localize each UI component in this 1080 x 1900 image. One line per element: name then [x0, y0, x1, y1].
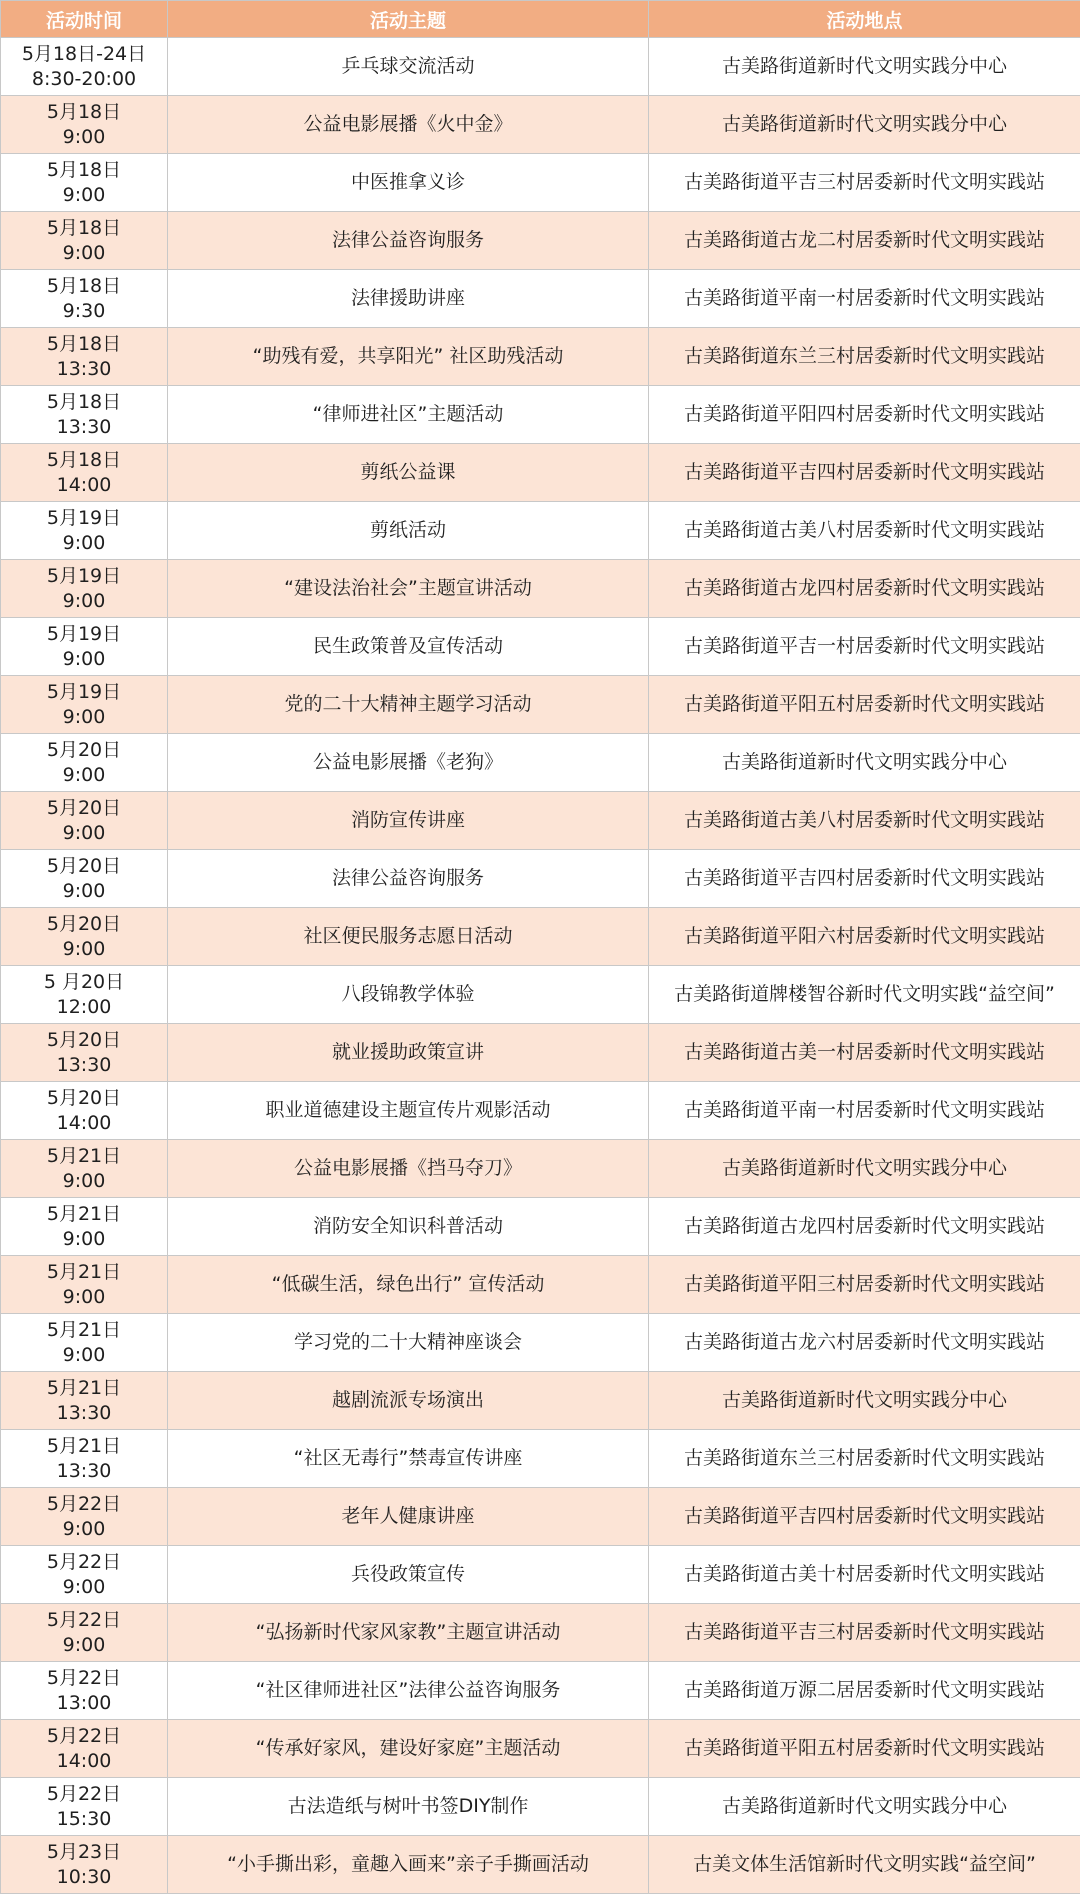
cell-location: 古美路街道平阳五村居委新时代文明实践站 [649, 676, 1080, 734]
activity-date: 5月18日 [46, 332, 122, 355]
table-row [1, 270, 1080, 328]
table-row [1, 1720, 1080, 1778]
cell-location: 古美路街道古龙二村居委新时代文明实践站 [649, 212, 1080, 270]
cell-topic: 乒乓球交流活动 [168, 38, 649, 96]
cell-location: 古美路街道东兰三村居委新时代文明实践站 [649, 328, 1080, 386]
cell-topic: 八段锦教学体验 [168, 966, 649, 1024]
activity-time: 9:00 [62, 1343, 106, 1366]
cell-location: 古美路街道平吉四村居委新时代文明实践站 [649, 1488, 1080, 1546]
cell-topic: 消防宣传讲座 [168, 792, 649, 850]
activity-time: 9:00 [62, 647, 106, 670]
table-row [1, 676, 1080, 734]
cell-topic: 公益电影展播《挡马夺刀》 [168, 1140, 649, 1198]
activity-time: 9:30 [62, 299, 106, 322]
cell-time [1, 1778, 168, 1836]
cell-location: 古美路街道新时代文明实践分中心 [649, 38, 1080, 96]
header-topic: 活动主题 [168, 1, 649, 38]
activity-date: 5月18日 [46, 100, 122, 123]
activity-time: 9:00 [62, 879, 106, 902]
cell-topic: 兵役政策宣传 [168, 1546, 649, 1604]
cell-time [1, 1372, 168, 1430]
cell-location: 古美路街道古龙四村居委新时代文明实践站 [649, 560, 1080, 618]
activity-date: 5月20日 [46, 1086, 122, 1109]
cell-topic: 法律公益咨询服务 [168, 212, 649, 270]
cell-location: 古美路街道平南一村居委新时代文明实践站 [649, 1082, 1080, 1140]
activity-date: 5月22日 [46, 1782, 122, 1805]
activity-date: 5月19日 [46, 564, 122, 587]
table-row [1, 1488, 1080, 1546]
activity-time: 13:30 [56, 357, 112, 380]
activity-date: 5月21日 [46, 1376, 122, 1399]
table-row [1, 734, 1080, 792]
cell-location: 古美路街道平阳四村居委新时代文明实践站 [649, 386, 1080, 444]
activity-date: 5月21日 [46, 1260, 122, 1283]
table-row [1, 328, 1080, 386]
cell-location: 古美路街道古龙四村居委新时代文明实践站 [649, 1198, 1080, 1256]
cell-topic: 党的二十大精神主题学习活动 [168, 676, 649, 734]
cell-location: 古美路街道新时代文明实践分中心 [649, 1778, 1080, 1836]
activity-time: 9:00 [62, 589, 106, 612]
activity-date: 5月18日-24日 [21, 42, 147, 65]
activity-date: 5月19日 [46, 680, 122, 703]
cell-location: 古美路街道平阳五村居委新时代文明实践站 [649, 1720, 1080, 1778]
cell-time [1, 270, 168, 328]
activity-date: 5月18日 [46, 390, 122, 413]
cell-location: 古美路街道古美八村居委新时代文明实践站 [649, 502, 1080, 560]
activity-date: 5月23日 [46, 1840, 122, 1863]
cell-location: 古美路街道平吉四村居委新时代文明实践站 [649, 850, 1080, 908]
cell-topic: 老年人健康讲座 [168, 1488, 649, 1546]
activity-date: 5月20日 [46, 854, 122, 877]
activity-date: 5月18日 [46, 448, 122, 471]
cell-topic: “助残有爱，共享阳光” 社区助残活动 [168, 328, 649, 386]
activity-date: 5月21日 [46, 1318, 122, 1341]
cell-topic: 中医推拿义诊 [168, 154, 649, 212]
table-row [1, 1198, 1080, 1256]
activity-time: 9:00 [62, 125, 106, 148]
cell-topic: “建设法治社会”主题宣讲活动 [168, 560, 649, 618]
activity-time: 10:30 [56, 1865, 112, 1888]
cell-topic: 法律援助讲座 [168, 270, 649, 328]
activity-time: 15:30 [56, 1807, 112, 1830]
cell-topic: 越剧流派专场演出 [168, 1372, 649, 1430]
activity-date: 5 月20日 [43, 970, 125, 993]
cell-time [1, 1720, 168, 1778]
activity-time: 9:00 [62, 821, 106, 844]
cell-topic: “社区无毒行”禁毒宣传讲座 [168, 1430, 649, 1488]
cell-location: 古美路街道平吉四村居委新时代文明实践站 [649, 444, 1080, 502]
cell-location: 古美路街道新时代文明实践分中心 [649, 734, 1080, 792]
cell-time [1, 1256, 168, 1314]
table-row [1, 908, 1080, 966]
table-row [1, 212, 1080, 270]
activity-date: 5月21日 [46, 1202, 122, 1225]
cell-topic: 社区便民服务志愿日活动 [168, 908, 649, 966]
cell-location: 古美文体生活馆新时代文明实践“益空间” [649, 1836, 1080, 1894]
table-row [1, 966, 1080, 1024]
cell-location: 古美路街道平南一村居委新时代文明实践站 [649, 270, 1080, 328]
activity-date: 5月20日 [46, 1028, 122, 1051]
activity-date: 5月18日 [46, 216, 122, 239]
cell-topic: “小手撕出彩，童趣入画来”亲子手撕画活动 [168, 1836, 649, 1894]
cell-time [1, 1140, 168, 1198]
activity-date: 5月20日 [46, 796, 122, 819]
cell-time [1, 38, 168, 96]
activity-time: 9:00 [62, 183, 106, 206]
table-row [1, 1836, 1080, 1894]
cell-time [1, 1314, 168, 1372]
activity-time: 9:00 [62, 531, 106, 554]
cell-location: 古美路街道古龙六村居委新时代文明实践站 [649, 1314, 1080, 1372]
cell-time [1, 1604, 168, 1662]
cell-time [1, 1024, 168, 1082]
table-row [1, 96, 1080, 154]
cell-time [1, 1430, 168, 1488]
activity-date: 5月22日 [46, 1550, 122, 1573]
activity-time: 12:00 [56, 995, 112, 1018]
activity-time: 13:30 [56, 1401, 112, 1424]
table-row [1, 1256, 1080, 1314]
cell-topic: “律师进社区”主题活动 [168, 386, 649, 444]
table-row [1, 560, 1080, 618]
header-location: 活动地点 [649, 1, 1080, 38]
cell-location: 古美路街道新时代文明实践分中心 [649, 1372, 1080, 1430]
cell-location: 古美路街道万源二居居委新时代文明实践站 [649, 1662, 1080, 1720]
table-row [1, 618, 1080, 676]
activity-time: 9:00 [62, 1517, 106, 1540]
cell-location: 古美路街道平阳六村居委新时代文明实践站 [649, 908, 1080, 966]
table-row [1, 444, 1080, 502]
activity-time: 9:00 [62, 1285, 106, 1308]
activity-time: 14:00 [56, 1749, 112, 1772]
cell-topic: “传承好家风，建设好家庭”主题活动 [168, 1720, 649, 1778]
activity-time: 9:00 [62, 1169, 106, 1192]
cell-location: 古美路街道新时代文明实践分中心 [649, 96, 1080, 154]
activity-time: 14:00 [56, 1111, 112, 1134]
cell-time [1, 676, 168, 734]
activity-date: 5月21日 [46, 1434, 122, 1457]
cell-time [1, 908, 168, 966]
activity-time: 9:00 [62, 937, 106, 960]
cell-topic: 职业道德建设主题宣传片观影活动 [168, 1082, 649, 1140]
cell-time [1, 850, 168, 908]
cell-topic: 就业援助政策宣讲 [168, 1024, 649, 1082]
cell-time [1, 386, 168, 444]
cell-location: 古美路街道古美八村居委新时代文明实践站 [649, 792, 1080, 850]
cell-time [1, 96, 168, 154]
cell-time [1, 328, 168, 386]
activity-date: 5月18日 [46, 158, 122, 181]
cell-time [1, 560, 168, 618]
cell-time [1, 966, 168, 1024]
cell-time [1, 792, 168, 850]
table-row [1, 1140, 1080, 1198]
activity-date: 5月22日 [46, 1666, 122, 1689]
activity-time: 8:30-20:00 [31, 67, 137, 90]
table-row [1, 1546, 1080, 1604]
table-row [1, 1430, 1080, 1488]
table-row [1, 1662, 1080, 1720]
activity-date: 5月18日 [46, 274, 122, 297]
activity-time: 13:30 [56, 1459, 112, 1482]
table-row [1, 1372, 1080, 1430]
cell-location: 古美路街道平吉三村居委新时代文明实践站 [649, 1604, 1080, 1662]
cell-topic: 民生政策普及宣传活动 [168, 618, 649, 676]
activity-time: 9:00 [62, 1575, 106, 1598]
activity-time: 14:00 [56, 473, 112, 496]
activity-date: 5月20日 [46, 912, 122, 935]
cell-location: 古美路街道新时代文明实践分中心 [649, 1140, 1080, 1198]
activity-date: 5月22日 [46, 1492, 122, 1515]
table-row [1, 1778, 1080, 1836]
cell-time [1, 1836, 168, 1894]
cell-location: 古美路街道平吉三村居委新时代文明实践站 [649, 154, 1080, 212]
activity-date: 5月22日 [46, 1608, 122, 1631]
cell-location: 古美路街道古美十村居委新时代文明实践站 [649, 1546, 1080, 1604]
cell-time [1, 1082, 168, 1140]
activity-date: 5月20日 [46, 738, 122, 761]
activity-time: 9:00 [62, 241, 106, 264]
cell-topic: 剪纸公益课 [168, 444, 649, 502]
table-row [1, 1604, 1080, 1662]
activity-time: 13:00 [56, 1691, 112, 1714]
header-time: 活动时间 [1, 1, 168, 38]
cell-topic: 学习党的二十大精神座谈会 [168, 1314, 649, 1372]
cell-topic: 公益电影展播《老狗》 [168, 734, 649, 792]
cell-topic: 剪纸活动 [168, 502, 649, 560]
table-row [1, 792, 1080, 850]
table-row [1, 1314, 1080, 1372]
table-row [1, 1024, 1080, 1082]
cell-topic: 消防安全知识科普活动 [168, 1198, 649, 1256]
cell-location: 古美路街道平阳三村居委新时代文明实践站 [649, 1256, 1080, 1314]
cell-location: 古美路街道东兰三村居委新时代文明实践站 [649, 1430, 1080, 1488]
cell-time [1, 154, 168, 212]
activity-time: 9:00 [62, 705, 106, 728]
activity-time: 13:30 [56, 1053, 112, 1076]
cell-time [1, 734, 168, 792]
table-row [1, 1082, 1080, 1140]
cell-time [1, 1546, 168, 1604]
cell-time [1, 212, 168, 270]
cell-topic: 法律公益咨询服务 [168, 850, 649, 908]
activity-date: 5月21日 [46, 1144, 122, 1167]
cell-time [1, 444, 168, 502]
activity-time: 9:00 [62, 1633, 106, 1656]
cell-time [1, 618, 168, 676]
cell-time [1, 1198, 168, 1256]
table-header-row [1, 1, 1080, 38]
table-row [1, 386, 1080, 444]
activity-time: 9:00 [62, 763, 106, 786]
activity-date: 5月19日 [46, 622, 122, 645]
cell-time [1, 502, 168, 560]
table-row [1, 38, 1080, 96]
cell-location: 古美路街道牌楼智谷新时代文明实践“益空间” [649, 966, 1080, 1024]
cell-topic: 古法造纸与树叶书签DIY制作 [168, 1778, 649, 1836]
cell-location: 古美路街道平吉一村居委新时代文明实践站 [649, 618, 1080, 676]
table-row [1, 502, 1080, 560]
cell-location: 古美路街道古美一村居委新时代文明实践站 [649, 1024, 1080, 1082]
cell-topic: “社区律师进社区”法律公益咨询服务 [168, 1662, 649, 1720]
table-row [1, 154, 1080, 212]
cell-topic: 公益电影展播《火中金》 [168, 96, 649, 154]
table-row [1, 850, 1080, 908]
cell-time [1, 1488, 168, 1546]
activity-date: 5月22日 [46, 1724, 122, 1747]
activity-time: 9:00 [62, 1227, 106, 1250]
cell-time [1, 1662, 168, 1720]
cell-topic: “低碳生活，绿色出行” 宣传活动 [168, 1256, 649, 1314]
activity-date: 5月19日 [46, 506, 122, 529]
cell-topic: “弘扬新时代家风家教”主题宣讲活动 [168, 1604, 649, 1662]
activity-time: 13:30 [56, 415, 112, 438]
